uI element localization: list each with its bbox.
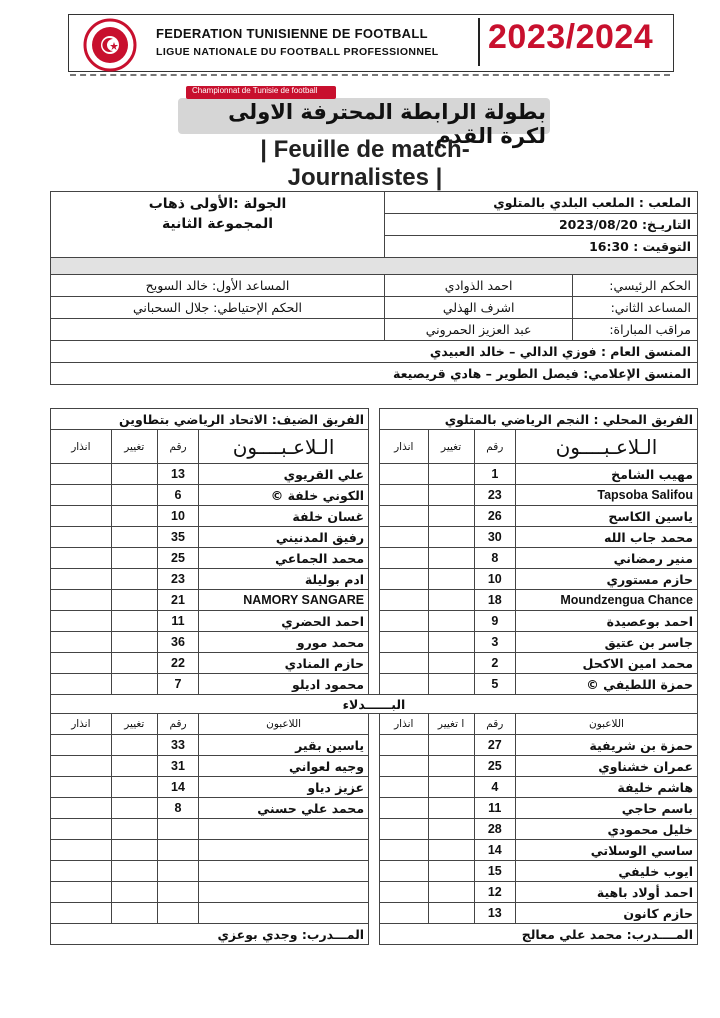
- away-player-warning: [51, 674, 112, 695]
- home-player-name: ايوب خليفي: [515, 861, 697, 882]
- match-date: التاريـخ: 2023/08/20: [385, 214, 698, 236]
- away-player-number: 23: [157, 569, 198, 590]
- round: الجولة :الأولى ذهاب: [148, 196, 287, 212]
- away-player-warning: [51, 882, 112, 903]
- away-team: الفريق الضيف: الاتحاد الرياضي بتطاوين: [51, 409, 369, 430]
- home-player-name: حمزة بن شريفية: [515, 735, 697, 756]
- ligue-name: LIGUE NATIONALE DU FOOTBALL PROFESSIONNEL: [156, 46, 439, 58]
- home-player-change: [428, 653, 474, 674]
- away-player-change: [111, 903, 157, 924]
- away-player-warning: [51, 861, 112, 882]
- ftf-logo-icon: [78, 18, 142, 72]
- home-player-number: 25: [474, 756, 515, 777]
- away-player-warning: [51, 819, 112, 840]
- home-subs-num-header: رقم: [474, 714, 515, 735]
- away-player-name: عزيز دياو: [199, 777, 369, 798]
- home-player-warning: [379, 569, 428, 590]
- media-coordinator: المنسق الإعلامي: فيصل الطوير – هادي قريصيعة: [51, 363, 698, 385]
- referee-label: الحكم الرئيسي:: [573, 275, 698, 297]
- away-player-warning: [51, 756, 112, 777]
- home-player-warning: [379, 674, 428, 695]
- home-subs-change-header: ا تغيير: [428, 714, 474, 735]
- home-player-number: 8: [474, 548, 515, 569]
- away-player-change: [111, 735, 157, 756]
- away-player-warning: [51, 653, 112, 674]
- away-player-name: غسان خلفة: [199, 506, 369, 527]
- home-player-name: محمد امين الاكحل: [515, 653, 697, 674]
- home-player-change: [428, 756, 474, 777]
- away-player-number: 14: [157, 777, 198, 798]
- home-player-name: Moundzengua Chance: [515, 590, 697, 611]
- away-player-change: [111, 464, 157, 485]
- group: المجموعة الثانية: [161, 216, 274, 232]
- home-player-warning: [379, 819, 428, 840]
- away-player-name: وجيه لعواني: [199, 756, 369, 777]
- home-player-change: [428, 903, 474, 924]
- home-num-header: رقم: [474, 430, 515, 464]
- home-player-warning: [379, 527, 428, 548]
- away-subs-warning-header: انذار: [51, 714, 112, 735]
- home-player-name: Tapsoba Salifou: [515, 485, 697, 506]
- sub-row: [51, 861, 698, 882]
- home-player-number: 23: [474, 485, 515, 506]
- home-player-warning: [379, 548, 428, 569]
- away-player-number: 25: [157, 548, 198, 569]
- home-player-warning: [379, 861, 428, 882]
- starter-row: [51, 485, 698, 506]
- home-player-change: [428, 674, 474, 695]
- away-num-header: رقم: [157, 430, 198, 464]
- home-subs-header: اللاعبون: [515, 714, 697, 735]
- away-player-change: [111, 840, 157, 861]
- competition-title: بطولة الرابطة المحترفة الاولى لكرة القدم: [228, 100, 546, 148]
- away-player-warning: [51, 903, 112, 924]
- home-warning-header: انذار: [379, 430, 428, 464]
- away-player-number: [157, 882, 198, 903]
- away-player-warning: [51, 569, 112, 590]
- away-change-header: تغيير: [111, 430, 157, 464]
- home-player-number: 12: [474, 882, 515, 903]
- home-player-warning: [379, 506, 428, 527]
- away-player-name: ادم بوليلة: [199, 569, 369, 590]
- away-player-number: [157, 903, 198, 924]
- sub-row: [51, 798, 698, 819]
- home-player-name: احمد بوعصيدة: [515, 611, 697, 632]
- subs-title: البــــــدلاء: [51, 695, 698, 714]
- home-change-header: تغيير: [428, 430, 474, 464]
- away-player-name: محمد الجماعي: [199, 548, 369, 569]
- home-player-number: 26: [474, 506, 515, 527]
- sub-row: [51, 882, 698, 903]
- starter-row: [51, 527, 698, 548]
- home-player-number: 28: [474, 819, 515, 840]
- away-player-name: الكوني خلفة ©: [199, 485, 369, 506]
- away-player-change: [111, 569, 157, 590]
- away-player-name: [199, 840, 369, 861]
- away-player-warning: [51, 527, 112, 548]
- document-title: | Feuille de match- Journalistes |: [260, 136, 470, 191]
- away-player-warning: [51, 464, 112, 485]
- away-player-number: 8: [157, 798, 198, 819]
- away-player-change: [111, 861, 157, 882]
- home-player-number: 4: [474, 777, 515, 798]
- home-player-number: 1: [474, 464, 515, 485]
- home-player-name: احمد أولاد باهية: [515, 882, 697, 903]
- away-player-change: [111, 798, 157, 819]
- home-player-change: [428, 819, 474, 840]
- away-subs-change-header: تغيير: [111, 714, 157, 735]
- home-player-name: ياسين الكاسح: [515, 506, 697, 527]
- home-subs-warning-header: انذار: [379, 714, 428, 735]
- home-player-name: حازم كانون: [515, 903, 697, 924]
- away-player-change: [111, 882, 157, 903]
- starter-row: [51, 464, 698, 485]
- home-player-warning: [379, 632, 428, 653]
- home-player-name: هاشم خليفة: [515, 777, 697, 798]
- starter-row: [51, 590, 698, 611]
- sub-row: [51, 840, 698, 861]
- away-player-change: [111, 674, 157, 695]
- away-player-warning: [51, 485, 112, 506]
- home-player-warning: [379, 464, 428, 485]
- away-coach: المـــدرب: وجدي بوعزي: [51, 924, 369, 945]
- away-player-name: محمد علي حسني: [199, 798, 369, 819]
- observer: عبد العزيز الحمروني: [385, 319, 573, 341]
- home-player-number: 9: [474, 611, 515, 632]
- home-player-name: عمران خشناوي: [515, 756, 697, 777]
- home-player-change: [428, 861, 474, 882]
- home-player-change: [428, 548, 474, 569]
- general-coordinator: المنسق العام : فوزي الدالي – خالد العبيدي: [51, 341, 698, 363]
- home-player-name: جاسر بن عتيق: [515, 632, 697, 653]
- away-player-number: 7: [157, 674, 198, 695]
- away-player-warning: [51, 632, 112, 653]
- home-player-name: ساسي الوسلاتي: [515, 840, 697, 861]
- home-player-number: 11: [474, 798, 515, 819]
- home-players-header: الـلاعـبــــون: [515, 430, 697, 464]
- home-player-warning: [379, 485, 428, 506]
- away-subs-header: اللاعبون: [199, 714, 369, 735]
- away-player-change: [111, 653, 157, 674]
- home-player-warning: [379, 882, 428, 903]
- away-player-warning: [51, 735, 112, 756]
- subs-rows: [51, 735, 698, 924]
- home-player-warning: [379, 840, 428, 861]
- away-warning-header: انذار: [51, 430, 112, 464]
- home-player-name: مهيب الشامخ: [515, 464, 697, 485]
- away-players-header: الـلاعـبــــون: [199, 430, 369, 464]
- away-player-name: محمد مورو: [199, 632, 369, 653]
- home-player-number: 14: [474, 840, 515, 861]
- home-player-name: حازم مستوري: [515, 569, 697, 590]
- away-player-name: NAMORY SANGARE: [199, 590, 369, 611]
- assistant2: اشرف الهذلي: [385, 297, 573, 319]
- home-player-number: 27: [474, 735, 515, 756]
- away-player-number: 36: [157, 632, 198, 653]
- fourth-official: الحكم الإحتياطي: جلال السحباني: [51, 297, 385, 319]
- home-player-change: [428, 777, 474, 798]
- stadium: الملعب : الملعب البلدي بالمتلوي: [385, 192, 698, 214]
- away-player-warning: [51, 590, 112, 611]
- lineups-table: [50, 408, 698, 945]
- home-player-number: 18: [474, 590, 515, 611]
- home-player-change: [428, 590, 474, 611]
- sub-row: [51, 903, 698, 924]
- header-divider: [478, 18, 480, 66]
- home-player-change: [428, 611, 474, 632]
- away-player-warning: [51, 611, 112, 632]
- away-player-name: علي القريوي: [199, 464, 369, 485]
- home-player-number: 3: [474, 632, 515, 653]
- round-cell: [51, 192, 385, 258]
- home-player-name: منير رمضاني: [515, 548, 697, 569]
- assistant2-label: المساعد الثاني:: [573, 297, 698, 319]
- home-player-warning: [379, 777, 428, 798]
- match-info-table: [50, 191, 698, 385]
- home-player-number: 5: [474, 674, 515, 695]
- away-player-name: [199, 861, 369, 882]
- away-player-number: 10: [157, 506, 198, 527]
- home-team: الفريق المحلي : النجم الرياضي بالمتلوي: [379, 409, 697, 430]
- away-player-number: 13: [157, 464, 198, 485]
- away-player-name: [199, 882, 369, 903]
- away-player-name: [199, 819, 369, 840]
- home-player-number: 13: [474, 903, 515, 924]
- home-player-warning: [379, 590, 428, 611]
- away-player-warning: [51, 777, 112, 798]
- home-player-change: [428, 506, 474, 527]
- home-player-change: [428, 882, 474, 903]
- starters-rows: [51, 464, 698, 695]
- away-player-name: ياسين بقير: [199, 735, 369, 756]
- away-player-change: [111, 548, 157, 569]
- home-player-change: [428, 527, 474, 548]
- federation-name: FEDERATION TUNISIENNE DE FOOTBALL: [156, 26, 428, 41]
- blank-band: [51, 258, 698, 275]
- away-player-number: 33: [157, 735, 198, 756]
- away-player-name: رفيق المدنيني: [199, 527, 369, 548]
- away-player-change: [111, 756, 157, 777]
- home-player-name: خليل محمودي: [515, 819, 697, 840]
- away-player-change: [111, 819, 157, 840]
- away-player-change: [111, 527, 157, 548]
- away-player-change: [111, 611, 157, 632]
- home-player-name: باسم حاجي: [515, 798, 697, 819]
- away-player-number: 21: [157, 590, 198, 611]
- dashed-divider: [70, 74, 670, 76]
- observer-blank: [51, 319, 385, 341]
- home-player-warning: [379, 798, 428, 819]
- away-player-warning: [51, 506, 112, 527]
- away-player-number: [157, 861, 198, 882]
- starter-row: [51, 611, 698, 632]
- away-player-warning: [51, 548, 112, 569]
- starter-row: [51, 674, 698, 695]
- home-player-number: 2: [474, 653, 515, 674]
- championship-ribbon-text: Championnat de Tunisie de football: [192, 86, 318, 95]
- match-time: التوقيت : 16:30: [385, 236, 698, 258]
- away-player-name: احمد الحضري: [199, 611, 369, 632]
- home-player-warning: [379, 611, 428, 632]
- home-player-warning: [379, 756, 428, 777]
- away-player-change: [111, 506, 157, 527]
- referee: احمد الذوادي: [385, 275, 573, 297]
- home-player-number: 30: [474, 527, 515, 548]
- away-player-name: [199, 903, 369, 924]
- home-player-name: محمد جاب الله: [515, 527, 697, 548]
- away-player-change: [111, 777, 157, 798]
- away-player-number: 35: [157, 527, 198, 548]
- away-player-warning: [51, 798, 112, 819]
- home-player-change: [428, 632, 474, 653]
- home-player-number: 10: [474, 569, 515, 590]
- away-player-number: 31: [157, 756, 198, 777]
- away-player-change: [111, 632, 157, 653]
- away-player-number: 6: [157, 485, 198, 506]
- away-player-number: 22: [157, 653, 198, 674]
- home-player-warning: [379, 735, 428, 756]
- home-player-change: [428, 798, 474, 819]
- home-player-number: 15: [474, 861, 515, 882]
- home-player-name: حمزة اللطيفي ©: [515, 674, 697, 695]
- away-subs-num-header: رقم: [157, 714, 198, 735]
- observer-label: مراقب المباراة:: [573, 319, 698, 341]
- starter-row: [51, 569, 698, 590]
- home-player-change: [428, 464, 474, 485]
- season-label: 2023/2024: [488, 18, 654, 56]
- home-player-change: [428, 840, 474, 861]
- sub-row: [51, 819, 698, 840]
- away-player-name: حازم المنادي: [199, 653, 369, 674]
- away-player-change: [111, 485, 157, 506]
- home-player-warning: [379, 653, 428, 674]
- home-player-change: [428, 485, 474, 506]
- away-player-number: 11: [157, 611, 198, 632]
- away-player-number: [157, 840, 198, 861]
- assistant1: المساعد الأول: خالد السويح: [51, 275, 385, 297]
- away-player-number: [157, 819, 198, 840]
- sub-row: [51, 735, 698, 756]
- home-player-warning: [379, 903, 428, 924]
- away-player-change: [111, 590, 157, 611]
- sub-row: [51, 777, 698, 798]
- away-player-name: محمود اديلو: [199, 674, 369, 695]
- starter-row: [51, 632, 698, 653]
- sub-row: [51, 756, 698, 777]
- home-player-change: [428, 735, 474, 756]
- away-player-warning: [51, 840, 112, 861]
- starter-row: [51, 548, 698, 569]
- home-player-change: [428, 569, 474, 590]
- starter-row: [51, 653, 698, 674]
- starter-row: [51, 506, 698, 527]
- home-coach: المــــدرب: محمد علي معالج: [379, 924, 697, 945]
